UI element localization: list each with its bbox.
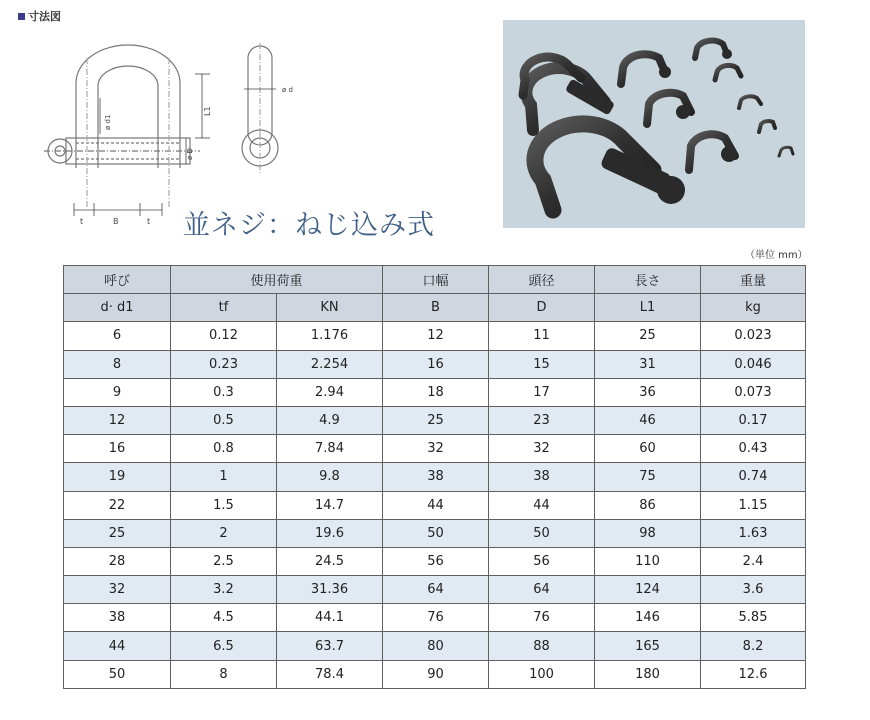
table-cell: 9 bbox=[64, 378, 171, 406]
table-cell: 32 bbox=[383, 435, 489, 463]
table-cell: 0.5 bbox=[171, 406, 277, 434]
table-cell: 36 bbox=[595, 378, 701, 406]
table-cell: 1.63 bbox=[701, 519, 806, 547]
dim-label-t-right: t bbox=[147, 217, 151, 226]
table-cell: 100 bbox=[489, 660, 595, 688]
table-cell: 1.15 bbox=[701, 491, 806, 519]
header-row-1 bbox=[64, 266, 806, 294]
title-square-icon bbox=[18, 13, 25, 20]
table-row bbox=[64, 378, 806, 406]
table-cell: 6 bbox=[64, 322, 171, 350]
table-row bbox=[64, 547, 806, 575]
header-working-load: 使用荷重 bbox=[171, 266, 383, 294]
table-cell: 2.254 bbox=[277, 350, 383, 378]
dim-label-d: ø D bbox=[186, 148, 194, 160]
header-weight: 重量 bbox=[701, 266, 806, 294]
shackle-dimension-drawing bbox=[30, 38, 320, 228]
table-cell: 44 bbox=[383, 491, 489, 519]
table-cell: 4.5 bbox=[171, 604, 277, 632]
table-cell: 98 bbox=[595, 519, 701, 547]
dim-label-b: B bbox=[113, 217, 119, 226]
table-row bbox=[64, 632, 806, 660]
table-cell: 12 bbox=[383, 322, 489, 350]
header-opening-width: 口幅 bbox=[383, 266, 489, 294]
table-row bbox=[64, 463, 806, 491]
dim-label-d1: ø d1 bbox=[104, 114, 112, 130]
table-cell: 46 bbox=[595, 406, 701, 434]
table-cell: 0.23 bbox=[171, 350, 277, 378]
table-cell: 19 bbox=[64, 463, 171, 491]
table-cell: 180 bbox=[595, 660, 701, 688]
table-cell: 0.046 bbox=[701, 350, 806, 378]
table-cell: 76 bbox=[383, 604, 489, 632]
table-row bbox=[64, 406, 806, 434]
table-cell: 2.94 bbox=[277, 378, 383, 406]
table-cell: 12 bbox=[64, 406, 171, 434]
header-row-2 bbox=[64, 294, 806, 322]
table-row bbox=[64, 604, 806, 632]
table-cell: 38 bbox=[489, 463, 595, 491]
unit-note: （単位 mm） bbox=[745, 250, 808, 261]
table-cell: 18 bbox=[383, 378, 489, 406]
header-head-diameter: 頭径 bbox=[489, 266, 595, 294]
table-cell: 32 bbox=[64, 576, 171, 604]
table-cell: 25 bbox=[64, 519, 171, 547]
table-cell: 16 bbox=[383, 350, 489, 378]
table-cell: 24.5 bbox=[277, 547, 383, 575]
subheader-kn: KN bbox=[277, 294, 383, 322]
table-cell: 78.4 bbox=[277, 660, 383, 688]
table-cell: 50 bbox=[64, 660, 171, 688]
table-cell: 0.12 bbox=[171, 322, 277, 350]
table-cell: 15 bbox=[489, 350, 595, 378]
table-cell: 8.2 bbox=[701, 632, 806, 660]
table-cell: 31.36 bbox=[277, 576, 383, 604]
table-cell: 3.2 bbox=[171, 576, 277, 604]
subheader-tf: tf bbox=[171, 294, 277, 322]
table-cell: 38 bbox=[383, 463, 489, 491]
product-photo bbox=[503, 20, 805, 228]
table-cell: 31 bbox=[595, 350, 701, 378]
subheader-d: D bbox=[489, 294, 595, 322]
table-cell: 44 bbox=[64, 632, 171, 660]
table-cell: 88 bbox=[489, 632, 595, 660]
table-cell: 1.5 bbox=[171, 491, 277, 519]
table-cell: 9.8 bbox=[277, 463, 383, 491]
table-cell: 0.023 bbox=[701, 322, 806, 350]
table-row bbox=[64, 322, 806, 350]
dim-label-t-left: t bbox=[80, 217, 84, 226]
thread-type-label: 並ネジ：ねじ込み式 bbox=[183, 210, 435, 241]
table-cell: 50 bbox=[489, 519, 595, 547]
table-cell: 56 bbox=[489, 547, 595, 575]
table-cell: 0.073 bbox=[701, 378, 806, 406]
table-cell: 44.1 bbox=[277, 604, 383, 632]
table-row bbox=[64, 350, 806, 378]
table-cell: 38 bbox=[64, 604, 171, 632]
spec-table bbox=[63, 265, 806, 689]
table-cell: 25 bbox=[383, 406, 489, 434]
section-title-text: 寸法図 bbox=[28, 10, 61, 23]
table-cell: 11 bbox=[489, 322, 595, 350]
subheader-d-d1: d· d1 bbox=[64, 294, 171, 322]
table-cell: 165 bbox=[595, 632, 701, 660]
table-cell: 64 bbox=[489, 576, 595, 604]
shackle-front-view bbox=[44, 45, 200, 208]
table-cell: 0.43 bbox=[701, 435, 806, 463]
subheader-b: B bbox=[383, 294, 489, 322]
table-cell: 16 bbox=[64, 435, 171, 463]
table-cell: 17 bbox=[489, 378, 595, 406]
header-nominal: 呼び bbox=[64, 266, 171, 294]
table-cell: 0.3 bbox=[171, 378, 277, 406]
table-cell: 63.7 bbox=[277, 632, 383, 660]
table-cell: 2 bbox=[171, 519, 277, 547]
table-cell: 5.85 bbox=[701, 604, 806, 632]
table-cell: 8 bbox=[171, 660, 277, 688]
table-cell: 64 bbox=[383, 576, 489, 604]
table-cell: 2.4 bbox=[701, 547, 806, 575]
table-row bbox=[64, 491, 806, 519]
section-title bbox=[18, 8, 61, 24]
table-cell: 3.6 bbox=[701, 576, 806, 604]
table-row bbox=[64, 435, 806, 463]
table-row bbox=[64, 519, 806, 547]
table-cell: 1 bbox=[171, 463, 277, 491]
table-cell: 0.74 bbox=[701, 463, 806, 491]
table-cell: 32 bbox=[489, 435, 595, 463]
subheader-kg: kg bbox=[701, 294, 806, 322]
table-cell: 19.6 bbox=[277, 519, 383, 547]
header-length: 長さ bbox=[595, 266, 701, 294]
subheader-l1: L1 bbox=[595, 294, 701, 322]
table-cell: 76 bbox=[489, 604, 595, 632]
spec-table-body bbox=[64, 322, 806, 688]
table-cell: 44 bbox=[489, 491, 595, 519]
table-cell: 28 bbox=[64, 547, 171, 575]
table-row bbox=[64, 576, 806, 604]
table-cell: 4.9 bbox=[277, 406, 383, 434]
table-cell: 80 bbox=[383, 632, 489, 660]
table-cell: 56 bbox=[383, 547, 489, 575]
table-cell: 8 bbox=[64, 350, 171, 378]
table-cell: 7.84 bbox=[277, 435, 383, 463]
table-cell: 23 bbox=[489, 406, 595, 434]
dim-label-d-side: ø d bbox=[282, 86, 293, 94]
table-cell: 75 bbox=[595, 463, 701, 491]
table-cell: 146 bbox=[595, 604, 701, 632]
table-cell: 14.7 bbox=[277, 491, 383, 519]
table-row bbox=[64, 660, 806, 688]
table-cell: 124 bbox=[595, 576, 701, 604]
table-cell: 6.5 bbox=[171, 632, 277, 660]
table-cell: 25 bbox=[595, 322, 701, 350]
table-cell: 1.176 bbox=[277, 322, 383, 350]
table-cell: 50 bbox=[383, 519, 489, 547]
table-cell: 90 bbox=[383, 660, 489, 688]
table-cell: 60 bbox=[595, 435, 701, 463]
table-cell: 86 bbox=[595, 491, 701, 519]
table-cell: 0.17 bbox=[701, 406, 806, 434]
table-cell: 12.6 bbox=[701, 660, 806, 688]
table-cell: 0.8 bbox=[171, 435, 277, 463]
dim-label-l1: L1 bbox=[203, 106, 212, 116]
table-cell: 110 bbox=[595, 547, 701, 575]
table-cell: 2.5 bbox=[171, 547, 277, 575]
shackle-side-view bbox=[242, 43, 278, 173]
table-cell: 22 bbox=[64, 491, 171, 519]
